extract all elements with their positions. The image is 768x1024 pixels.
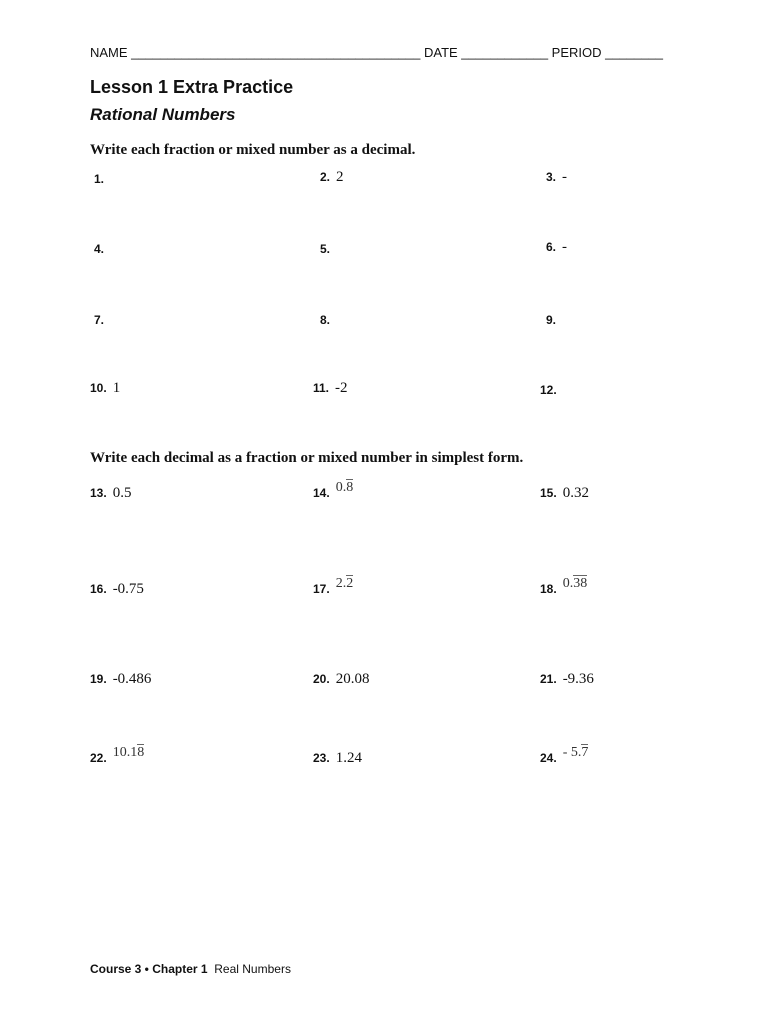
value-prefix: 0. <box>562 576 574 591</box>
problem-2 <box>320 168 344 186</box>
problem-13 <box>90 484 131 502</box>
problem-15 <box>540 484 589 502</box>
problem-10 <box>90 379 120 397</box>
value-prefix: 0. <box>335 480 347 495</box>
problem-number: 3. <box>546 170 557 184</box>
problem-number: 12. <box>540 383 557 397</box>
problem-value: - <box>562 239 568 255</box>
problem-number: 23. <box>313 751 330 765</box>
problem-number: 1. <box>94 172 105 186</box>
problem-5 <box>320 240 336 258</box>
footer-course: Course 3 • Chapter 1 <box>90 962 208 976</box>
problem-16 <box>90 580 144 598</box>
problem-number: 4. <box>94 242 105 256</box>
problem-19 <box>90 670 151 688</box>
problem-17 <box>313 576 354 598</box>
problem-number: 10. <box>90 381 107 395</box>
problem-number: 6. <box>546 240 557 254</box>
problem-22 <box>90 745 145 767</box>
problem-value <box>336 576 354 592</box>
name-date-period-line: NAME ________________________________________ DATE ____________ PERIOD ________ <box>90 45 663 60</box>
problem-24 <box>540 745 589 767</box>
problem-18 <box>540 576 588 598</box>
lesson-subtitle: Rational Numbers <box>90 105 236 124</box>
problem-8 <box>320 311 336 329</box>
repeating-digits: 2 <box>346 576 354 591</box>
repeating-digits: 7 <box>581 745 589 760</box>
value-prefix: 2. <box>335 576 347 591</box>
problem-value: -0.486 <box>112 671 152 687</box>
problem-number: 11. <box>313 381 330 395</box>
problem-3 <box>546 168 567 186</box>
problem-value: 1.24 <box>335 750 362 766</box>
problem-23 <box>313 749 362 767</box>
problem-number: 5. <box>320 242 331 256</box>
problem-21 <box>540 670 594 688</box>
problem-number: 9. <box>546 313 557 327</box>
problem-number: 13. <box>90 486 107 500</box>
problem-4 <box>94 240 110 258</box>
problem-number: 17. <box>313 582 330 596</box>
problem-6 <box>546 238 567 256</box>
problem-value: -9.36 <box>562 671 594 687</box>
problem-14 <box>313 480 354 502</box>
problem-9 <box>546 311 562 329</box>
problem-value: 20.08 <box>335 671 370 687</box>
problem-number: 19. <box>90 672 107 686</box>
problem-11 <box>313 379 348 397</box>
problem-number: 15. <box>540 486 557 500</box>
section2-instruction: Write each decimal as a fraction or mixed number in simplest form. <box>90 450 524 466</box>
repeating-digits: 8 <box>346 480 354 495</box>
problem-20 <box>313 670 369 688</box>
problem-number: 18. <box>540 582 557 596</box>
problem-1 <box>94 170 110 188</box>
problem-value <box>336 480 354 496</box>
problem-number: 2. <box>320 170 331 184</box>
problem-7 <box>94 311 110 329</box>
problem-value: - <box>562 169 568 185</box>
page-footer <box>90 962 291 976</box>
value-prefix: - 5. <box>562 745 582 760</box>
problem-value <box>563 745 589 761</box>
problem-number: 24. <box>540 751 557 765</box>
problem-number: 21. <box>540 672 557 686</box>
lesson-title: Lesson 1 Extra Practice <box>90 77 294 97</box>
repeating-digits: 38 <box>573 576 588 591</box>
problem-value: 0.32 <box>562 485 589 501</box>
problem-value: 2 <box>336 169 344 185</box>
problem-12 <box>540 381 563 399</box>
repeating-digits: 8 <box>137 745 145 760</box>
problem-number: 8. <box>320 313 331 327</box>
problem-number: 14. <box>313 486 330 500</box>
problem-number: 7. <box>94 313 105 327</box>
problem-value: -2 <box>335 380 348 396</box>
problem-number: 16. <box>90 582 107 596</box>
problem-value <box>563 576 588 592</box>
problem-value: 1 <box>112 380 121 396</box>
problem-value: -0.75 <box>112 581 144 597</box>
problem-value <box>113 745 145 761</box>
footer-topic: Real Numbers <box>214 962 291 976</box>
problem-number: 20. <box>313 672 330 686</box>
section1-instruction: Write each fraction or mixed number as a decimal. <box>90 142 416 158</box>
problem-number: 22. <box>90 751 107 765</box>
problem-value: 0.5 <box>112 485 132 501</box>
value-prefix: 10.1 <box>112 745 138 760</box>
